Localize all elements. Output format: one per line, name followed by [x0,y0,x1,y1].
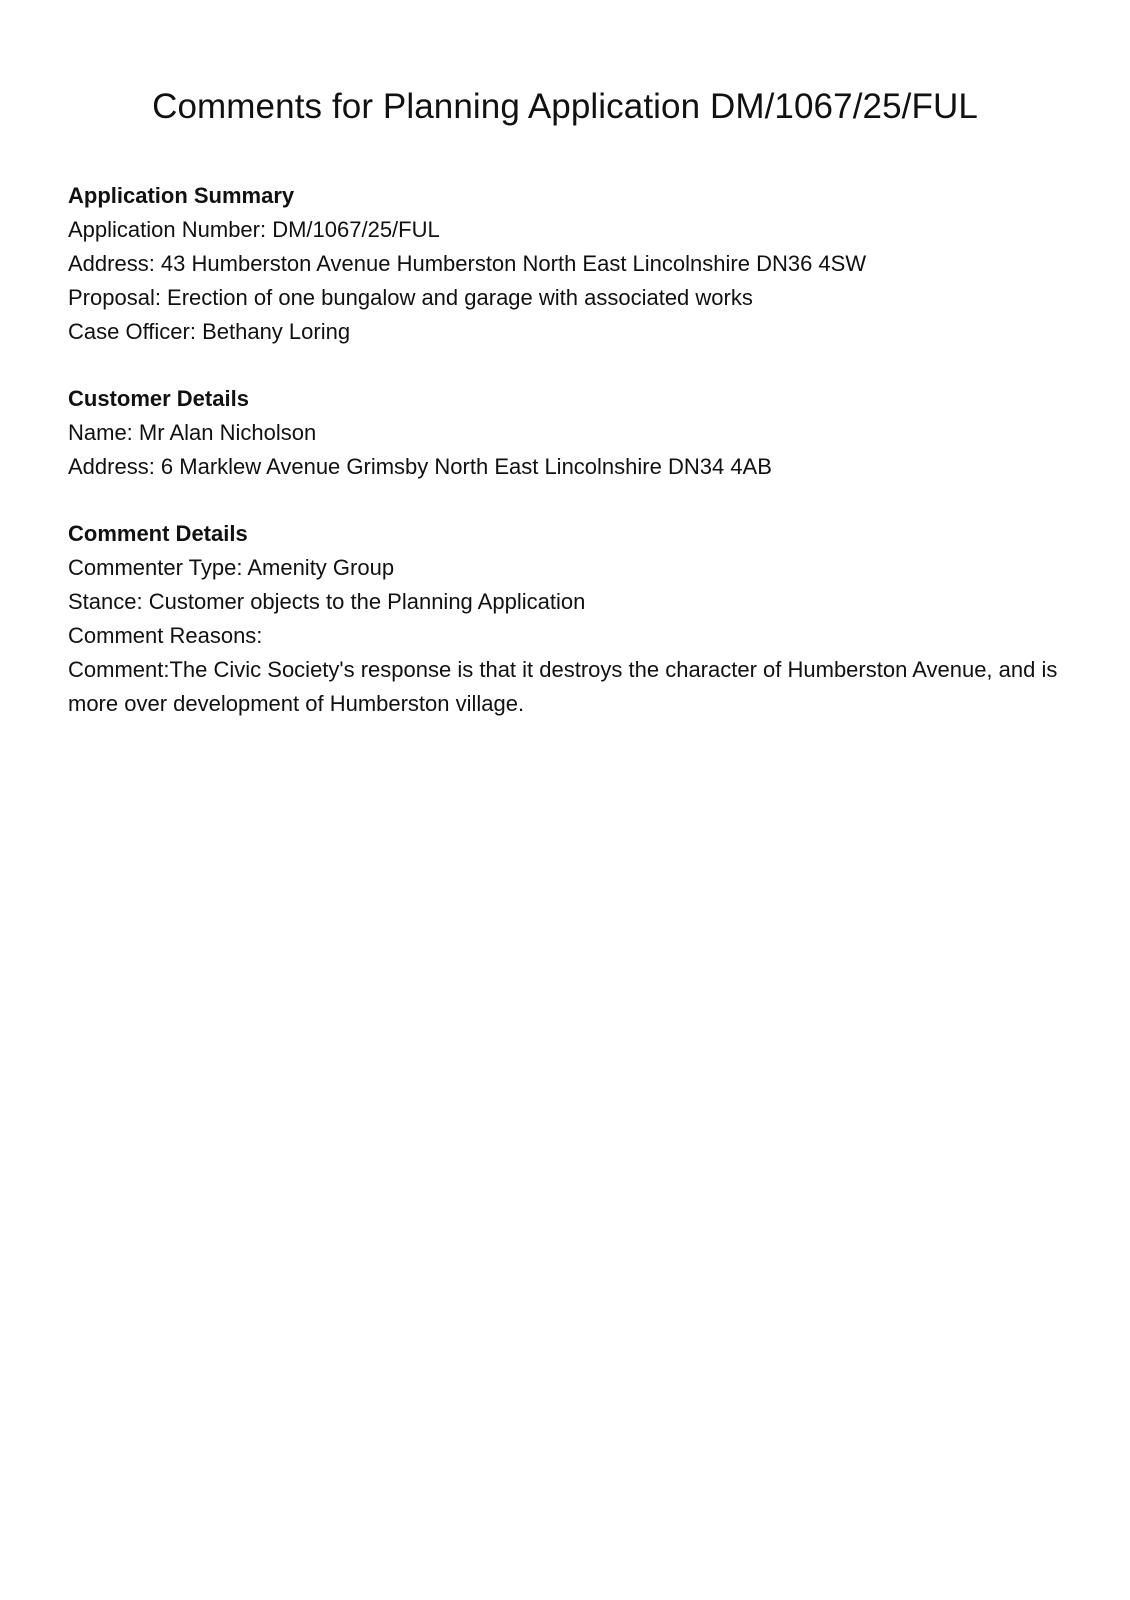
application-summary-section [68,179,1062,349]
comment-details-section [68,517,1062,721]
customer-details-heading: Customer Details [68,386,249,411]
document-title: Comments for Planning Application DM/1067/25/FUL [152,87,978,126]
application-number: Application Number: DM/1067/25/FUL [68,217,440,242]
commenter-type: Commenter Type: Amenity Group [68,555,395,580]
application-address: Address: 43 Humberston Avenue Humberston North East Lincolnshire DN36 4SW [68,251,867,276]
comment-text: Comment:The Civic Society's response is that it destroys the character of Humberston Avenue, and is more over development of Humberston village. [68,657,1058,716]
comment-details-heading: Comment Details [68,521,248,546]
comment-reasons: Comment Reasons: [68,623,263,648]
customer-address: Address: 6 Marklew Avenue Grimsby North East Lincolnshire DN34 4AB [68,454,772,479]
application-proposal: Proposal: Erection of one bungalow and garage with associated works [68,285,753,310]
customer-details-section [68,382,1062,484]
case-officer: Case Officer: Bethany Loring [68,319,351,344]
customer-name: Name: Mr Alan Nicholson [68,420,317,445]
stance: Stance: Customer objects to the Planning Application [68,589,586,614]
application-summary-heading: Application Summary [68,183,295,208]
